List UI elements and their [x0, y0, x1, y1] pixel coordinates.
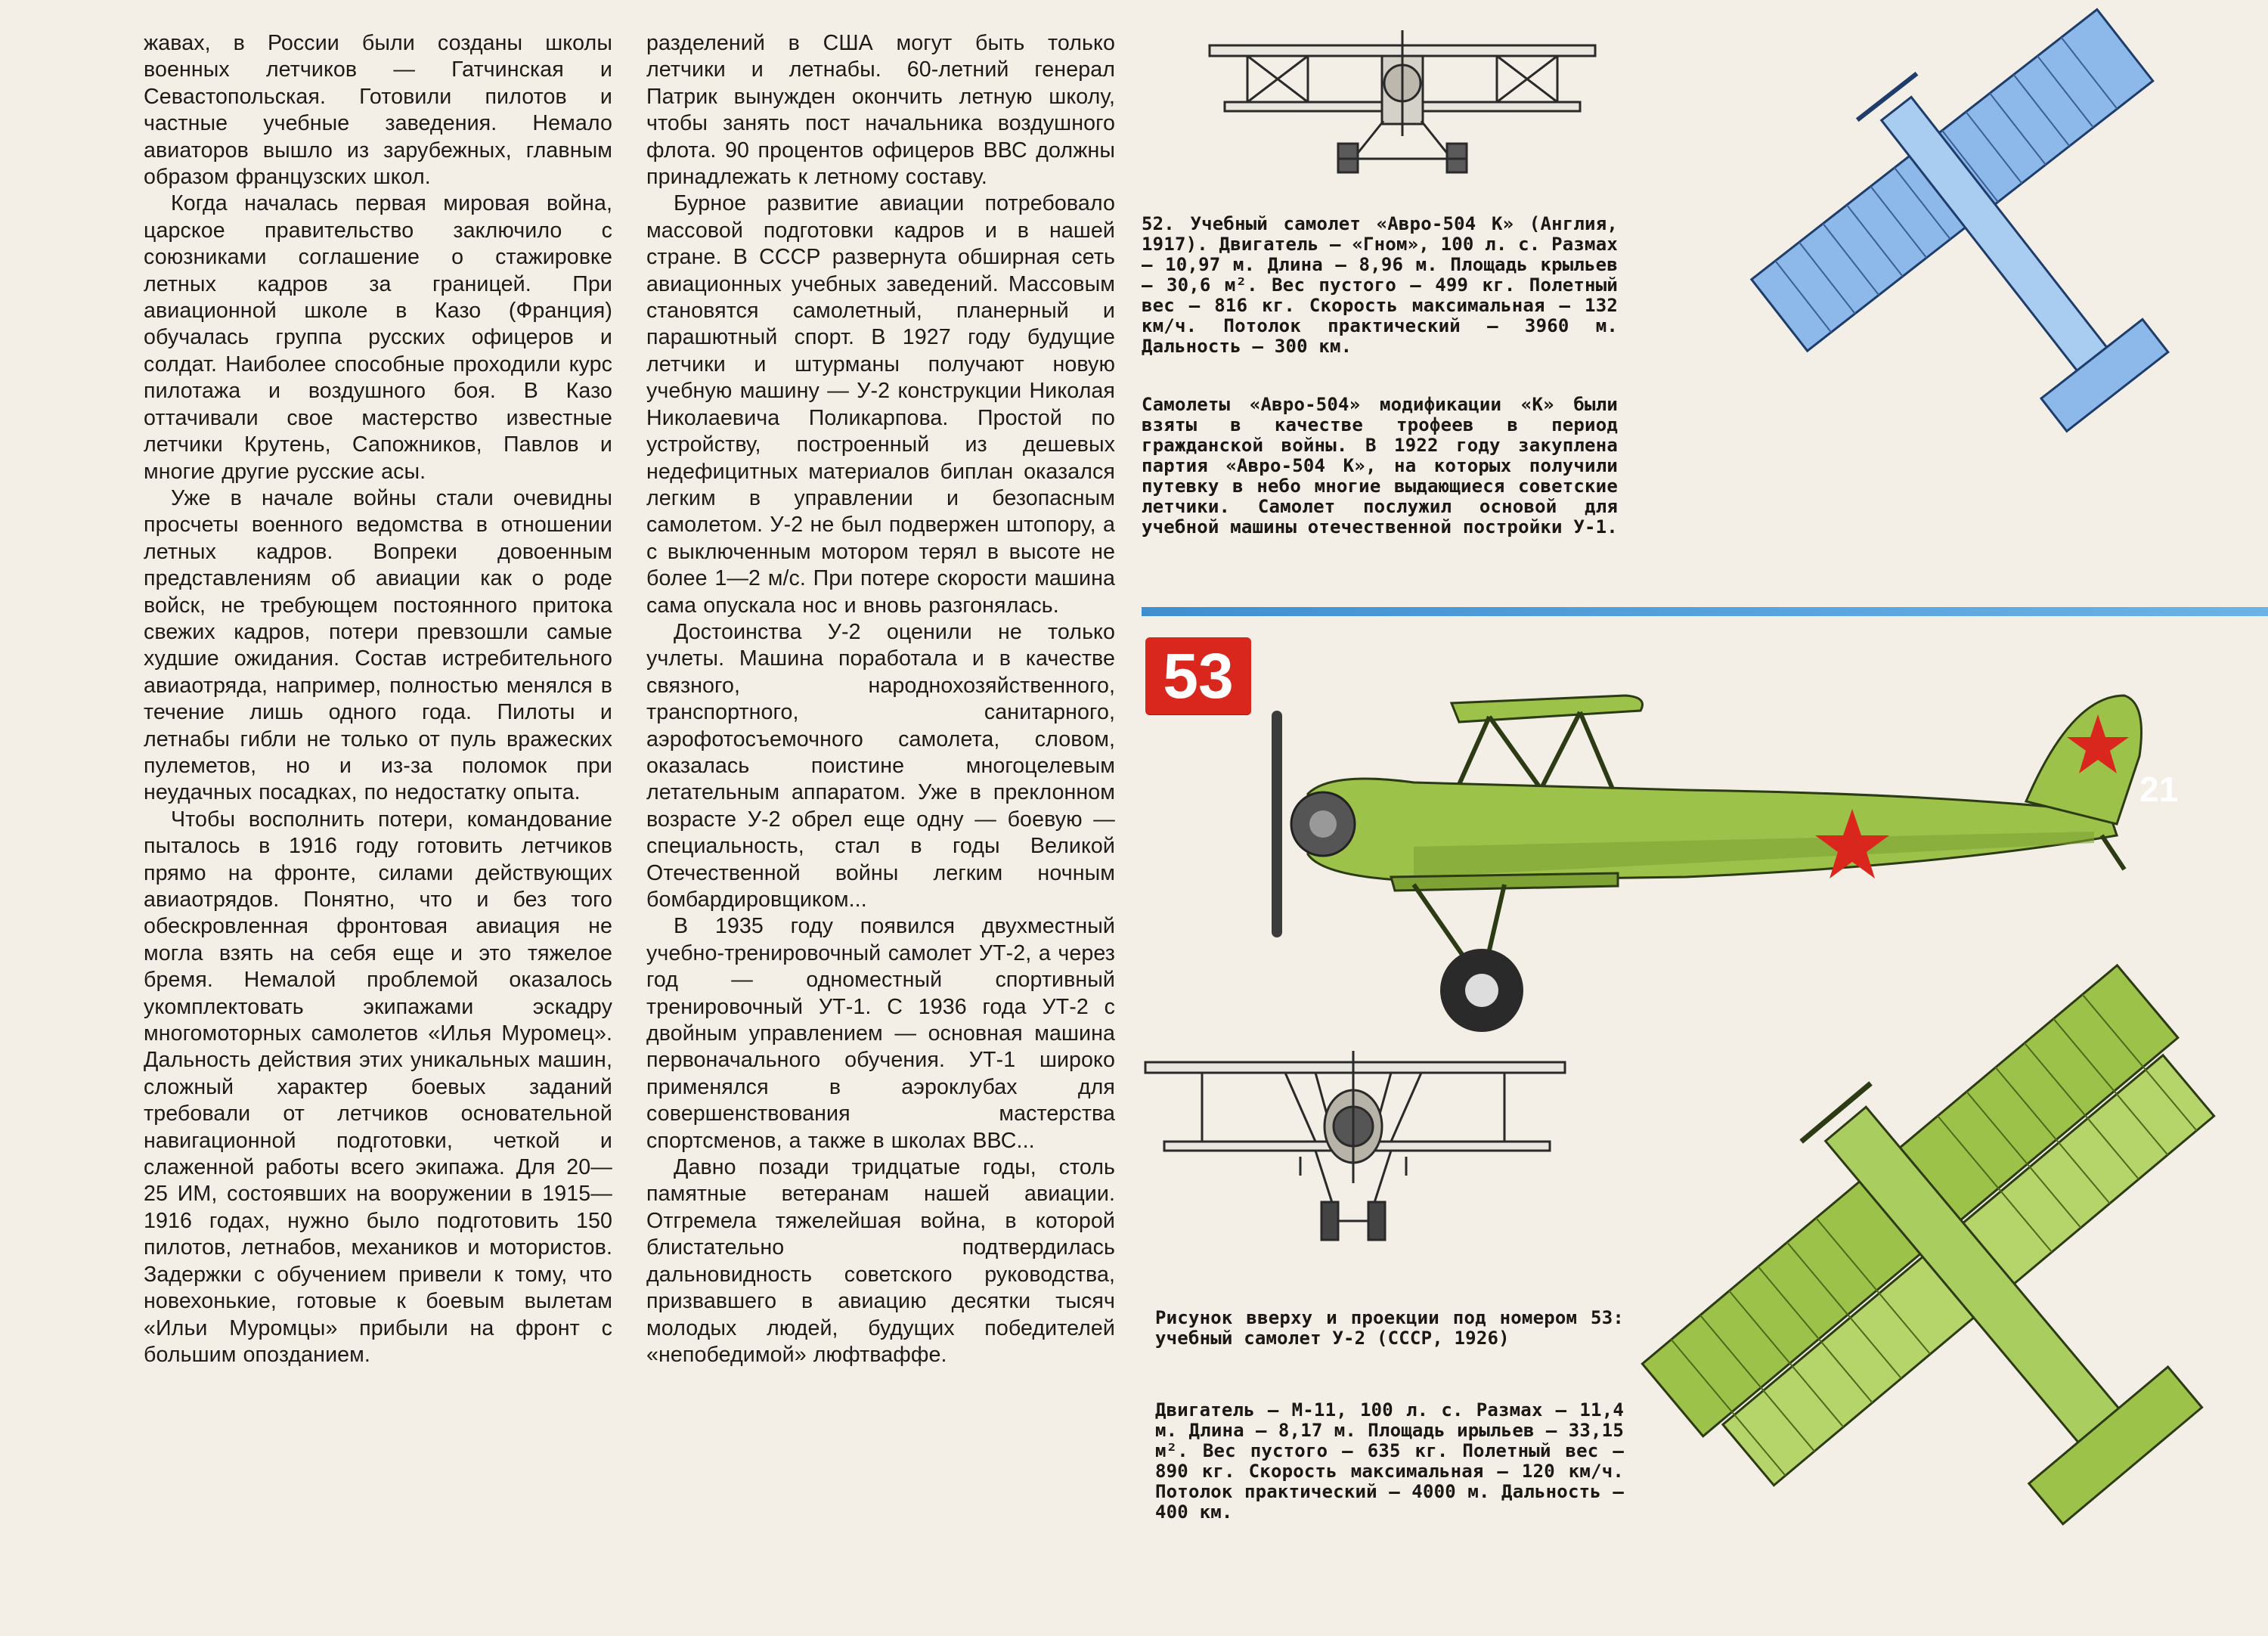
caption-52-specs: 52. Учебный самолет «Авро-504 К» (Англия, 1917). Двигатель — «Гном», 100 л. с. Размах — 10,97 м. Длина — 8,96 м. Площадь крыльев — 30,6 м². Вес пустого — 499 кг. Полетный вес — 816 кг. Скорость максимальная — 132 км/ч. Потолок практический — 3960 м. Дальность — 300 км.	[1142, 213, 1618, 357]
paragraph: В 1935 году появился двухместный учебно-тренировочный самолет УТ-2, а через год — одноместный спортивный тренировочный УТ-1. С 1936 года УТ-2 с двойным управлением — основная машина первоначального обучения. УТ-1 широко применялся в аэроклубах для совершенствования мастерства спортсменов, а также в школах ВВС...	[646, 914, 1115, 1153]
paragraph: Бурное развитие авиации потребовало массовой подготовки кадров и в нашей стране. В СССР развернута обширная сеть авиационных учебных заведений. Массовым становятся самолетный, планерный и парашютный спорт. В 1927 году будущие летчики и штурманы получают новую учебную машину — У-2 конструкции Николая Николаевича Поликарпова. Простой по устройству, построенный из дешевых недефицитных материалов биплан оказался легким в управлении и безопасным самолетом. У-2 не был подвержен штопору, а с выключенным мотором терял в высоте не более 1—2 м/с. При потере скорости машина сама опускала нос и вновь разгонялась.	[646, 191, 1115, 618]
u2-top-view	[1625, 990, 2245, 1489]
tail-number: 21	[2139, 770, 2179, 809]
u2-front-view	[1142, 1051, 1572, 1263]
paragraph: Давно позади тридцатые годы, столь памятные ветеранам нашей авиации. Отгремела тяжелейшая война, в которой блистательно подтвердилась дальновидность советского руководства, призвавшего в авиацию десятки тысяч молодых людей, будущих победителей «непобедимой» люфтваффе.	[646, 1155, 1115, 1367]
caption-53-title: Рисунок вверху и проекции под номером 53: учебный самолет У-2 (СССР, 1926)	[1155, 1307, 1624, 1349]
paragraph: жавах, в России были созданы школы военных летчиков — Гатчинская и Севастопольская. Готовили пилотов и частные учебные заведения. Немало авиаторов вышло из зарубежных, главным образом французских школ.	[144, 31, 612, 190]
paragraph: Достоинства У-2 оценили не только учлеты. Машина поработала и в качестве связного, народнохозяйственного, транспортного, санитарного, аэрофотосъемочного самолета, словом, оказалась поистине многоцелевым летательным аппаратом. Уже в преклонном возрасте У-2 обрел еще одну — боевую — специальность, стал в годы Великой Отечественной войны легким ночным бомбардировщиком...	[646, 619, 1115, 912]
caption-53-specs: Двигатель — М-11, 100 л. с. Размах — 11,4 м. Длина — 8,17 м. Площадь ирыльев — 33,15 м². Вес пустого — 635 кг. Полетный вес — 890 кг. Скорость максимальная — 120 км/ч. Потолок практический — 4000 м. Дальность — 400 км.	[1155, 1399, 1624, 1523]
u2-side-view	[1263, 650, 2230, 1043]
text-column-2	[646, 30, 1115, 1368]
avro-504k-top-view	[1769, 26, 2238, 457]
paragraph: разделений в США могут быть только летчики и летнабы. 60-летний генерал Патрик вынужден окончить летную школу, чтобы занять пост начальника воздушного флота. 90 процентов офицеров ВВС должны принадлежать к летному составу.	[646, 31, 1115, 190]
paragraph: Уже в начале войны стали очевидны просчеты военного ведомства в отношении летных кадров. Вопреки довоенным представлениям об авиации как о роде войск, не требующем постоянного притока свежих кадров, потери превзошли самые худшие ожидания. Состав истребительного авиаотряда, например, полностью менялся в течение лишь одного года. Пилоты и летнабы гибли не только от пуль вражеских пулеметов, но и из-за поломок при неудачных посадках, по недостатку опыта.	[144, 485, 612, 805]
section-divider	[1142, 607, 2268, 616]
paragraph: Когда началась первая мировая война, царское правительство заключило с союзниками соглашение о стажировке летных кадров за границей. При авиационной школе в Казо (Франция) обучалась группа русских офицеров и солдат. Наиболее способные проходили курс пилотажа и воздушного боя. В Казо оттачивали свое мастерство известные летчики Крутень, Сапожников, Павлов и многие другие русские асы.	[144, 191, 612, 484]
avro-504k-front-view	[1202, 30, 1603, 174]
caption-52-history: Самолеты «Авро-504» модификации «К» были взяты в качестве трофеев в период гражданской войны. В 1922 году закуплена партия «Авро-504 К», на которых получили путевку в небо многие выдающиеся советские летчики. Самолет послужил основой для учебной машины отечественной постройки У-1.	[1142, 394, 1618, 538]
paragraph: Чтобы восполнить потери, командование пыталось в 1916 году готовить летчиков прямо на фронте, силами действующих авиаотрядов. Понятно, что и без того обескровленная фронтовая авиация не могла взять на себя еще и это тяжелое бремя. Немалой проблемой оказалось укомплектовать экипажами эскадру многомоторных самолетов «Илья Муромец». Дальность действия этих уникальных машин, сложный характер боевых заданий требовали от летчиков основательной навигационной подготовки, четкой и слаженной работы всего экипажа. Для 20—25 ИМ, состоявших на вооружении в 1915—1916 годах, нужно было подготовить 150 пилотов, летнабов, механиков и мотористов. Задержки с обучением привели к тому, что новехонькие, готовые к боевым вылетам «Ильи Муромцы» прибыли на фронт с большим опозданием.	[144, 807, 612, 1367]
text-column-1	[144, 30, 612, 1368]
figure-number-badge: 53	[1145, 637, 1251, 714]
